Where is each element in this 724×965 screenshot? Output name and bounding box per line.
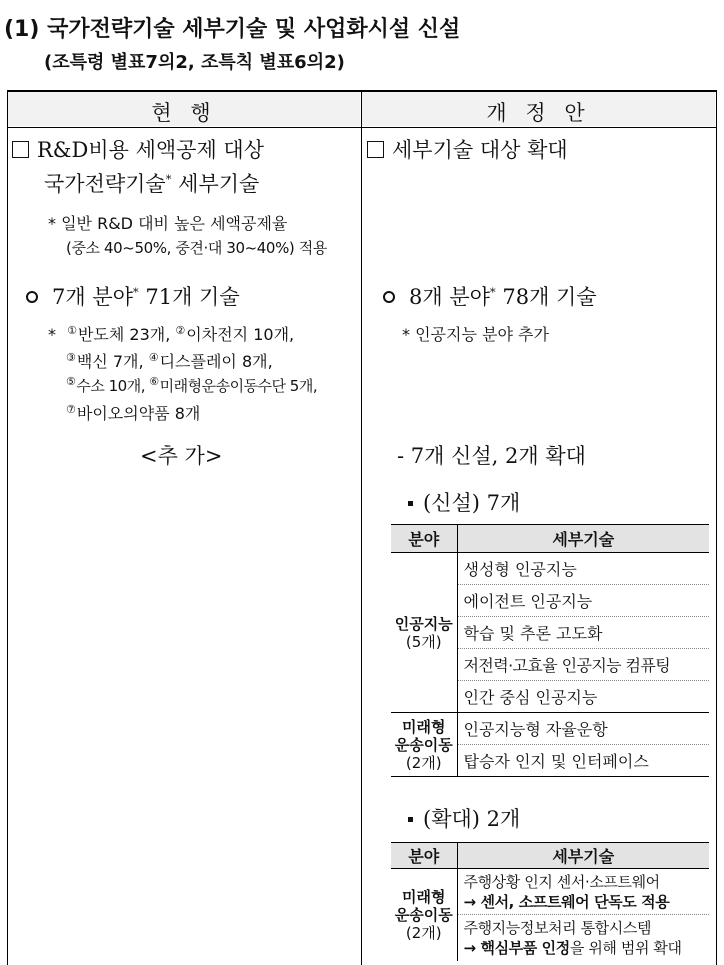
square-bullet-icon [408,817,413,822]
header-field: 분야 [391,843,457,869]
page-subtitle: (조특령 별표7의2, 조특칙 별표6의2) [44,52,345,73]
circle-bullet-icon [26,291,38,303]
revised-dash-line: - 7개 신설, 2개 확대 [397,444,586,468]
new-heading: (신설) 7개 [408,487,520,517]
current-circle-item: 7개 분야* 71개 기술 [26,281,240,311]
current-fields-line4: ⑦바이오의약품 8개 [66,403,201,423]
tech-item: 저전력·고효율 인공지능 컴퓨팅 [457,649,709,681]
table-row [391,869,709,915]
page-title: (1) 국가전략기술 세부기술 및 사업화시설 신설 [4,17,461,42]
checkbox-square-icon [367,141,384,158]
tech-item: 주행상황 인지 센서·소프트웨어 → 센서, 소프트웨어 단독도 적용 [457,869,709,915]
current-box-item: R&D비용 세액공제 대상 [12,134,264,164]
tech-item: 탑승자 인지 및 인터페이스 [457,745,709,777]
tech-item: 생성형 인공지능 [457,553,709,585]
revised-box-item: 세부기술 대상 확대 [367,134,568,164]
revised-circle-item: 8개 분야* 78개 기술 [383,281,597,311]
current-box-line2: 국가전략기술* 세부기술 [44,172,260,196]
current-note-line2: (중소 40~50%, 중견·대 30~40%) 적용 [66,239,327,257]
tech-item: 에이전트 인공지능 [457,585,709,617]
table-row [391,713,709,745]
current-fields-line3: ⑤수소 10개, ⑥미래형운송이동수단 5개, [66,375,318,395]
field-cell: 미래형 운송이동 (2개) [391,713,457,777]
current-note-line1: * 일반 R&D 대비 높은 세액공제율 [48,214,288,233]
field-cell: 미래형 운송이동 (2개) [391,869,457,961]
table-row [391,553,709,585]
current-fields-line2: ③백신 7개, ④디스플레이 8개, [66,351,273,371]
header-tech: 세부기술 [457,843,709,869]
current-fields-line1: * ①반도체 23개, ②이차전지 10개, [48,324,295,344]
new-tech-table [391,524,709,777]
revised-note: * 인공지능 분야 추가 [402,325,549,344]
tech-item: 인간 중심 인공지능 [457,681,709,713]
tech-item: 학습 및 추론 고도화 [457,617,709,649]
field-cell: 인공지능 (5개) [391,553,457,713]
checkbox-square-icon [12,141,29,158]
header-field: 분야 [391,525,457,553]
header-tech: 세부기술 [457,525,709,553]
current-addition: <추 가> [140,444,223,468]
expand-tech-table [391,842,709,961]
tech-item: 인공지능형 자율운항 [457,713,709,745]
expand-heading: (확대) 2개 [408,803,520,833]
circle-bullet-icon [383,291,395,303]
square-bullet-icon [408,501,413,506]
header-current: 현 행 [151,101,217,125]
tech-item: 주행지능정보처리 통합시스템 → 핵심부품 인정을 위해 범위 확대 [463,918,682,957]
header-revised: 개 정 안 [486,101,591,125]
